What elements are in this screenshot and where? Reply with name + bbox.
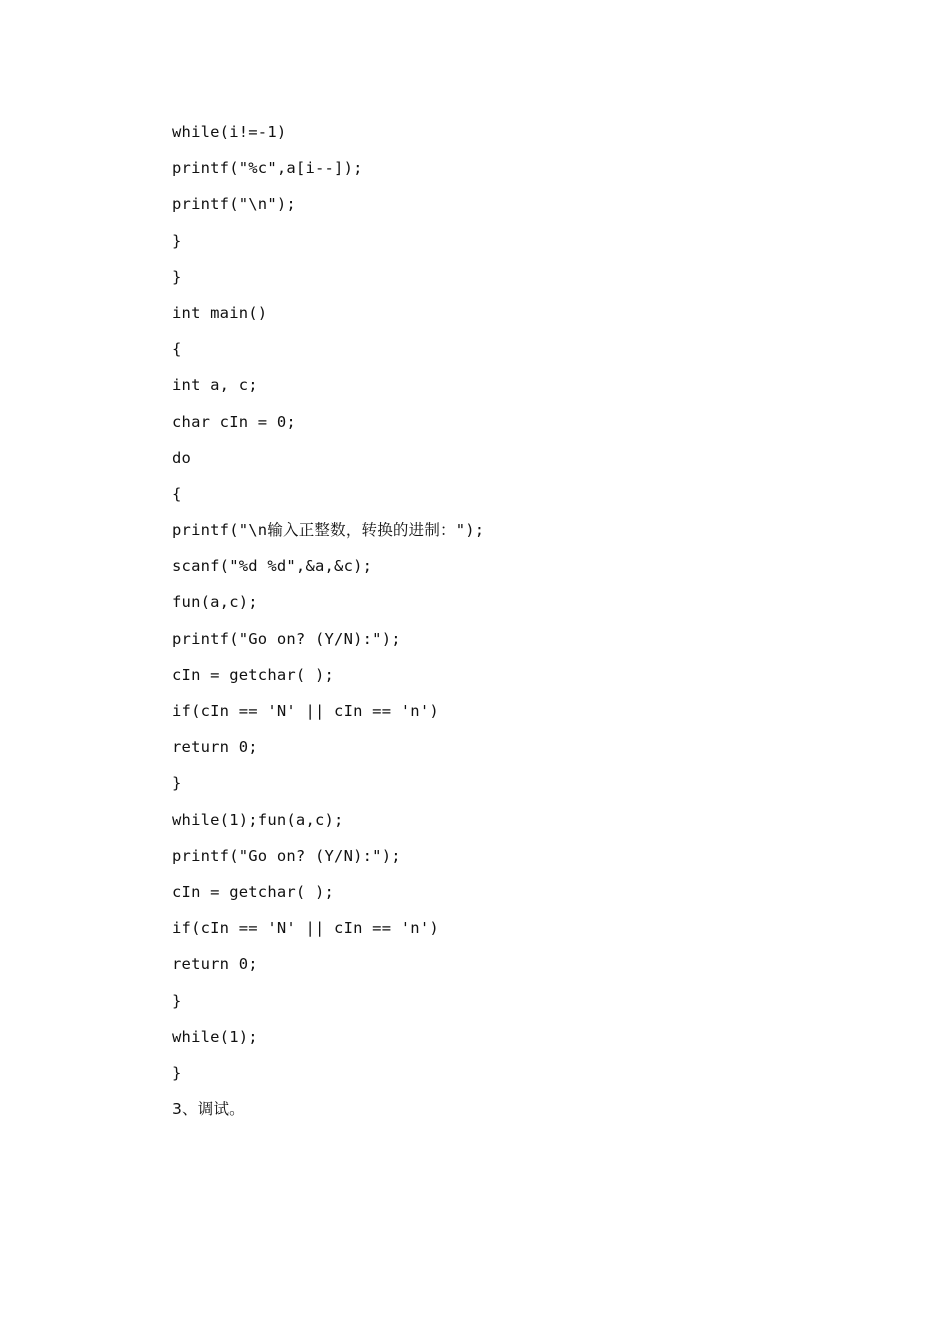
code-line: return 0;: [172, 955, 258, 974]
code-line: int a, c;: [172, 376, 258, 395]
code-line: while(i!=-1): [172, 123, 287, 141]
section-heading: 3、调试。: [172, 1100, 245, 1119]
code-line: printf("\n");: [172, 195, 296, 214]
code-line: cIn = getchar( );: [172, 882, 335, 901]
code-line: }: [172, 1063, 182, 1082]
code-line: return 0;: [172, 738, 258, 757]
code-line: do: [172, 448, 192, 467]
code-line: printf("Go on? (Y/N):");: [172, 629, 401, 648]
code-line: }: [172, 267, 182, 286]
code-listing: [172, 114, 872, 1127]
code-line: if(cIn == 'N' || cIn == 'n'): [172, 702, 439, 720]
code-line: {: [172, 340, 182, 359]
code-line: int main(): [172, 303, 268, 322]
code-line: while(1);fun(a,c);: [172, 810, 344, 829]
code-line: {: [172, 484, 182, 503]
code-line: cIn = getchar( );: [172, 665, 335, 684]
code-line: fun(a,c);: [172, 593, 258, 612]
code-line: }: [172, 231, 182, 250]
code-line: printf("%c",a[i--]);: [172, 159, 363, 178]
code-line: }: [172, 774, 182, 793]
code-line: while(1);: [172, 1027, 258, 1046]
code-line: char cIn = 0;: [172, 412, 296, 431]
code-line: printf("Go on? (Y/N):");: [172, 846, 401, 865]
code-line: printf("\n输入正整数，转换的进制：");: [172, 521, 485, 540]
code-line: }: [172, 991, 182, 1010]
code-line: if(cIn == 'N' || cIn == 'n'): [172, 919, 439, 938]
code-line: scanf("%d %d",&a,&c);: [172, 557, 373, 576]
